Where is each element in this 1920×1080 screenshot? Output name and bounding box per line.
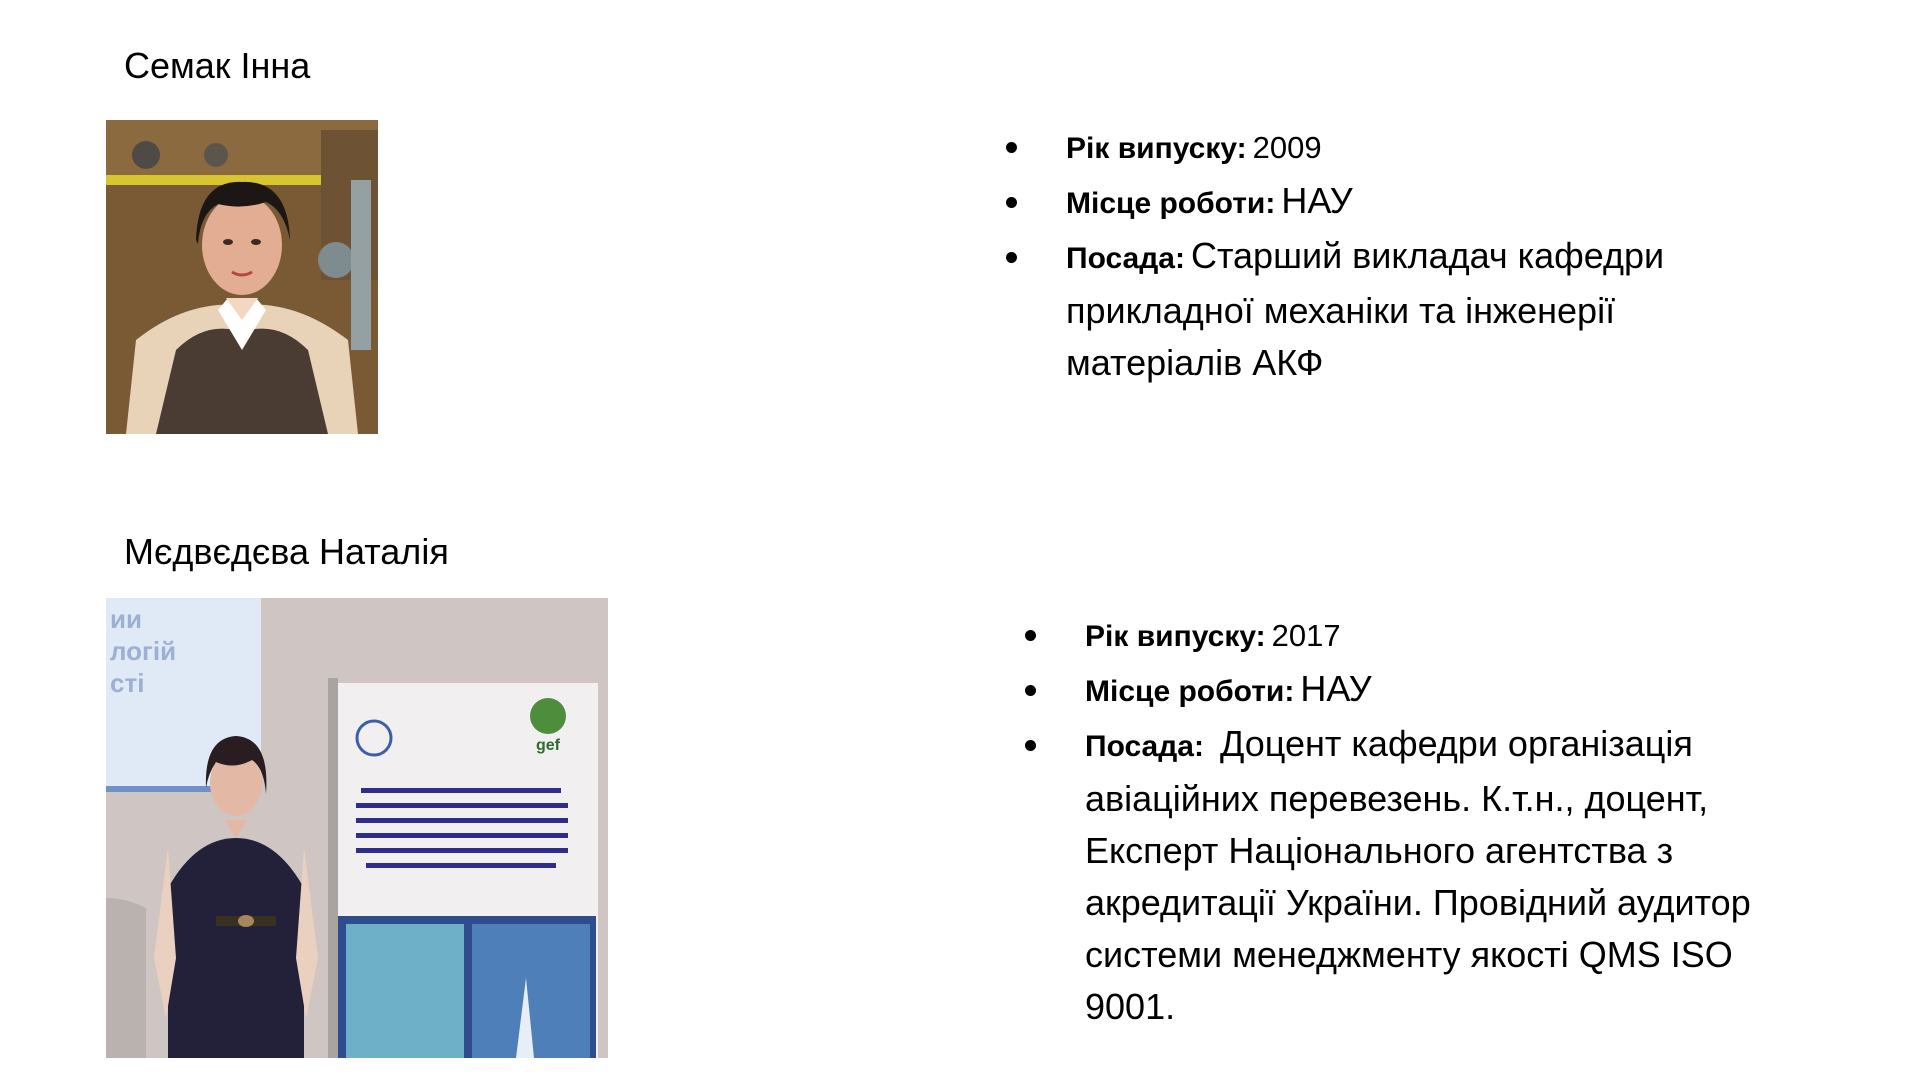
detail-year <box>1018 608 1818 663</box>
year-value: 2017 <box>1271 618 1341 653</box>
graduate-name: Семак Інна <box>124 45 311 86</box>
graduate-photo <box>106 598 608 1058</box>
position-value: Старший викладач кафедри прикладної механіки та інженерії матеріалів АКФ <box>1066 235 1665 383</box>
graduate-details <box>999 120 1759 389</box>
year-label: Рік випуску: <box>1066 132 1247 165</box>
svg-text:ии: ии <box>110 604 142 634</box>
detail-year <box>999 120 1759 175</box>
workplace-label: Місце роботи: <box>1066 187 1276 220</box>
graduate-name: Мєдвєдєва Наталія <box>124 531 449 572</box>
workplace-label: Місце роботи: <box>1085 675 1295 708</box>
svg-text:gef: gef <box>536 737 560 754</box>
portrait-image <box>106 598 608 1058</box>
graduate-photo <box>106 120 378 434</box>
workplace-value: НАУ <box>1300 668 1372 709</box>
workplace-value: НАУ <box>1281 180 1353 221</box>
detail-workplace <box>999 175 1759 230</box>
svg-text:сті: сті <box>110 668 145 698</box>
detail-workplace <box>1018 663 1818 718</box>
graduate-details <box>1018 608 1818 1033</box>
year-value: 2009 <box>1252 130 1322 165</box>
position-label: Посада: <box>1066 242 1185 275</box>
portrait-image <box>106 120 378 434</box>
svg-text:логій: логій <box>110 636 177 666</box>
detail-position <box>999 230 1759 389</box>
position-label: Посада: <box>1085 730 1204 763</box>
year-label: Рік випуску: <box>1085 620 1266 653</box>
detail-position <box>1018 718 1818 1033</box>
position-value: Доцент кафедри організація авіаційних перевезень. К.т.н., доцент, Експерт Національного агентства з акредитації України. Провідний аудитор системи менеджменту якості QMS ISO 9001. <box>1085 723 1751 1027</box>
